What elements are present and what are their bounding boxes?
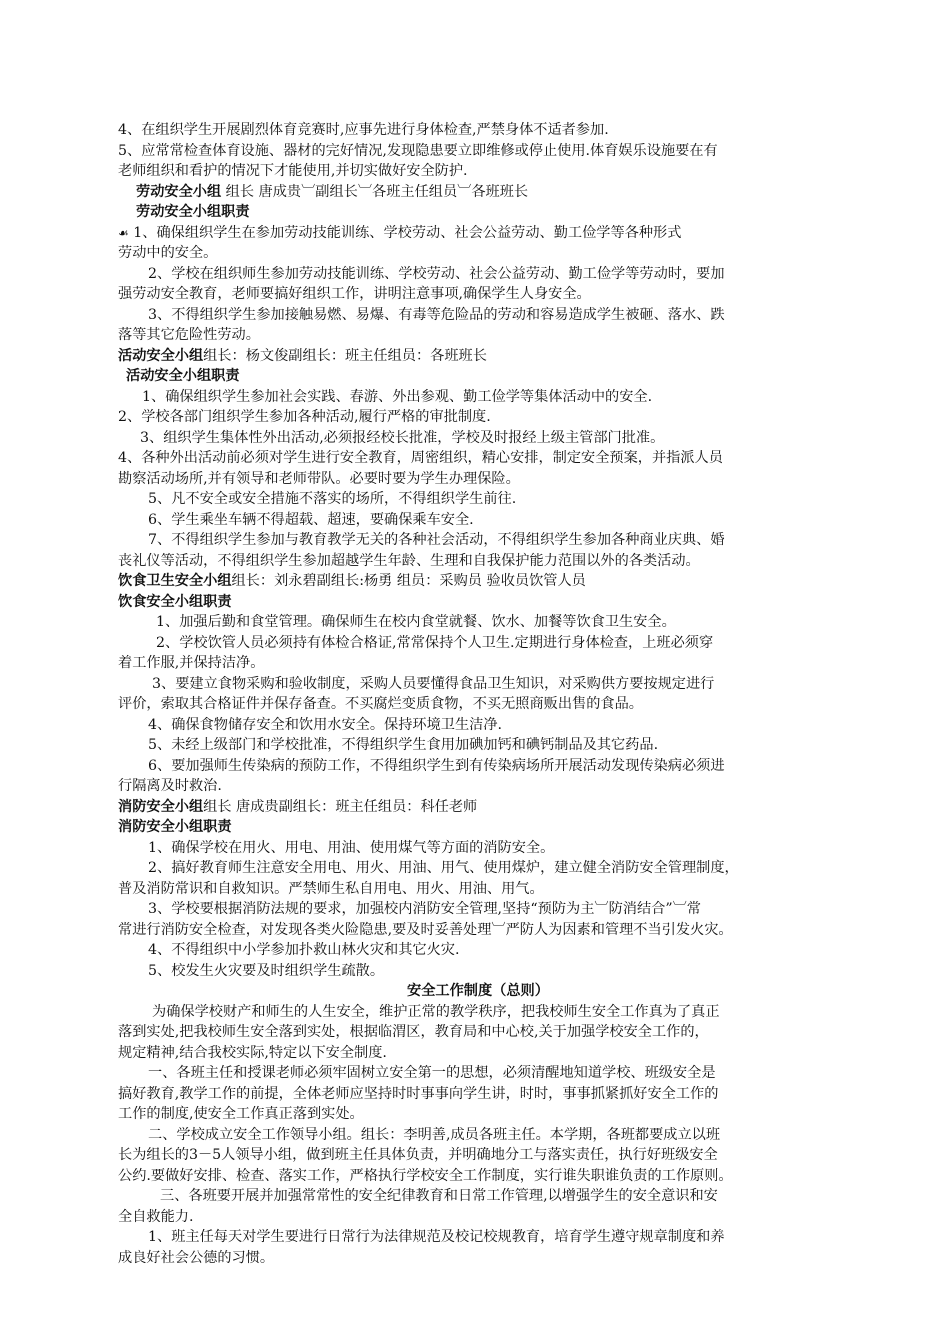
section-title: 劳动安全小组 (136, 183, 222, 200)
text-line: 公约.要做好安排、检查、落实工作，严格执行学校安全工作制度，实行谁失职谁负责的工作原则。 (118, 1167, 733, 1184)
section-subtitle: 饮食安全小组职责 (118, 593, 232, 610)
text-line: 6、学生乘坐车辆不得超载、超速，要确保乘车安全. (148, 511, 474, 528)
text-line: 4、各种外出活动前必须对学生进行安全教育，周密组织，精心安排，制定安全预案，并指派人员 (118, 450, 723, 466)
text-line: 7、不得组织学生参加与教育教学无关的各种社会活动，不得组织学生参加各种商业庆典、婚 (148, 532, 725, 548)
section-heading-line (118, 797, 838, 818)
section-members: 组长 唐成贵︺副组长︺各班主任组员︺各班班长 (221, 183, 529, 200)
text-line: 劳动中的安全。 (118, 245, 218, 261)
text-line: 2、搞好教育师生注意安全用电、用火、用油、用气、使用煤炉，建立健全消防安全管理制度， (148, 860, 739, 876)
section-subtitle: 劳动安全小组职责 (136, 204, 250, 220)
text-line: 规定精神,结合我校实际,特定以下安全制度. (118, 1044, 387, 1061)
text-line: 落到实处,把我校师生安全落到实处，根据临渭区，教育局和中心校,关于加强学校安全工作的， (118, 1024, 709, 1040)
text-line: 成良好社会公德的习惯。 (118, 1249, 275, 1266)
text-line: 3、不得组织学生参加接触易燃、易爆、有毒等危险品的劳动和容易造成学生被砸、落水、跌 (148, 306, 725, 323)
text-line: 评价，索取其合格证件并保存备查。不买腐烂变质食物，不买无照商贩出售的食品。 (118, 696, 643, 712)
text-line: 1、确保组织学生参加社会实践、春游、外出参观、勤工俭学等集体活动中的安全. (142, 388, 653, 405)
section-heading-line (118, 346, 838, 367)
text-line: 3、学校要根据消防法规的要求，加强校内消防安全管理,坚持“预防为主︺防消结合”︺常 (148, 901, 701, 917)
section-members: 组长 唐成贵副组长：班主任组员：科任老师 (203, 798, 478, 815)
section-members: 组长：杨文俊副组长：班主任组员：各班班长 (203, 347, 487, 364)
text-line: 丧礼仪等活动，不得组织学生参加超越学生年龄、生理和自我保护能力范围以外的各类活动。 (118, 552, 700, 569)
text-line: 6、要加强师生传染病的预防工作，不得组织学生到有传染病场所开展活动发现传染病必须进 (148, 757, 725, 774)
section-heading-line (118, 571, 838, 592)
section-title: 活动安全小组 (118, 347, 204, 364)
text-line: 行隔离及时救治. (118, 778, 222, 794)
text-line: 3、要建立食物采购和验收制度，采购人员要懂得食品卫生知识，对采购供方要按规定进行 (152, 675, 715, 692)
text-line: 4、在组织学生开展剧烈体育竞赛时,应事先进行身体检查,严禁身体不适者参加. (118, 122, 609, 138)
text-line: 搞好教育,教学工作的前提，全体老师应坚持时时事事向学生讲，时时，事事抓紧抓好安全工作的 (118, 1085, 719, 1102)
text-line: 普及消防常识和自救知识。严禁师生私自用电、用火、用油、用气。 (118, 880, 544, 897)
text-line: 着工作服,并保持洁净。 (118, 655, 265, 671)
text-line: 一、各班主任和授课老师必须牢固树立安全第一的思想，必须清醒地知道学校、班级安全是 (148, 1065, 716, 1081)
text-line: 常进行消防安全检查，对发现各类火险隐患,要及时妥善处理︺严防人为因素和管理不当引发火灾。 (118, 921, 733, 938)
text-line: 2、学校饮管人员必须持有体检合格证,常常保持个人卫生.定期进行身体检查，上班必须穿 (156, 634, 714, 651)
text-line: 5、凡不安全或安全措施不落实的场所，不得组织学生前往. (148, 491, 517, 507)
text-line: 5、应常常检查体育设施、器材的完好情况,发现隐患要立即维修或停止使用.体育娱乐设施要在有 (118, 142, 718, 159)
text-line: 全自救能力. (118, 1208, 194, 1225)
text-line: 5、校发生火灾要及时组织学生疏散。 (148, 962, 385, 979)
text-line: 2、学校在组织师生参加劳动技能训练、学校劳动、社会公益劳动、勤工俭学等劳动时，要加 (148, 265, 725, 282)
text-line: 勘察活动场所,并有领导和老师带队。必要时要为学生办理保险。 (118, 470, 520, 487)
text-span: 1、确保组织学生在参加劳动技能训练、学校劳动、社会公益劳动、勤工俭学等各种形式 (128, 224, 682, 241)
text-line: 为确保学校财产和师生的人生安全，维护正常的教学秩序，把我校师生安全工作真为了真正 (152, 1003, 720, 1020)
text-line: 5、未经上级部门和学校批准，不得组织学生食用加碘加钙和碘钙制品及其它药品. (148, 737, 659, 753)
section-heading-line (118, 182, 838, 203)
text-line: 二、学校成立安全工作领导小组。组长：李明善,成员各班主任。本学期，各班都要成立以班 (148, 1126, 721, 1143)
text-line: 三、各班要开展并加强常常性的安全纪律教育和日常工作管理,以增强学生的安全意识和安 (160, 1188, 718, 1204)
text-line: 1、确保学校在用火、用电、用油、使用煤气等方面的消防安全。 (148, 839, 555, 856)
document-page (118, 120, 838, 1268)
text-line: 4、确保食物储存安全和饮用水安全。保持环境卫生洁净. (148, 716, 503, 733)
rules-title: 安全工作制度（总则） (407, 983, 549, 999)
text-line: 1、加强后勤和食堂管理。确保师生在校内食堂就餐、饮水、加餐等饮食卫生安全。 (156, 614, 676, 630)
text-line: 3、组织学生集体性外出活动,必须报经校长批准，学校及时报经上级主管部门批准。 (140, 429, 665, 446)
bullet-ornament-icon: ☙ (118, 225, 129, 240)
text-line: 长为组长的3－5人领导小组，做到班主任具体负责，并明确地分工与落实责任，执行好班级安全 (118, 1147, 718, 1163)
text-line: 1、班主任每天对学生要进行日常行为法律规范及校记校规教育，培育学生遵守规章制度和养 (148, 1229, 725, 1245)
text-line: 4、不得组织中小学参加扑救山林火灾和其它火灾. (148, 942, 460, 958)
section-subtitle: 活动安全小组职责 (126, 368, 240, 384)
text-line (118, 223, 838, 244)
section-title: 饮食卫生安全小组 (118, 573, 232, 589)
text-line: 2、学校各部门组织学生参加各种活动,履行严格的审批制度. (118, 409, 491, 425)
text-line: 工作的制度,使安全工作真正落到实处。 (118, 1106, 364, 1122)
text-line: 老师组织和看护的情况下才能使用,并切实做好安全防护. (118, 163, 468, 179)
section-title: 消防安全小组 (118, 798, 204, 815)
section-members: 组长：刘永碧副组长:杨勇 组员：采购员 验收员饮管人员 (231, 573, 586, 589)
text-line: 强劳动安全教育，老师要搞好组织工作，讲明注意事项,确保学生人身安全。 (118, 286, 591, 302)
section-subtitle: 消防安全小组职责 (118, 819, 232, 835)
text-line: 落等其它危险性劳动。 (118, 327, 260, 343)
